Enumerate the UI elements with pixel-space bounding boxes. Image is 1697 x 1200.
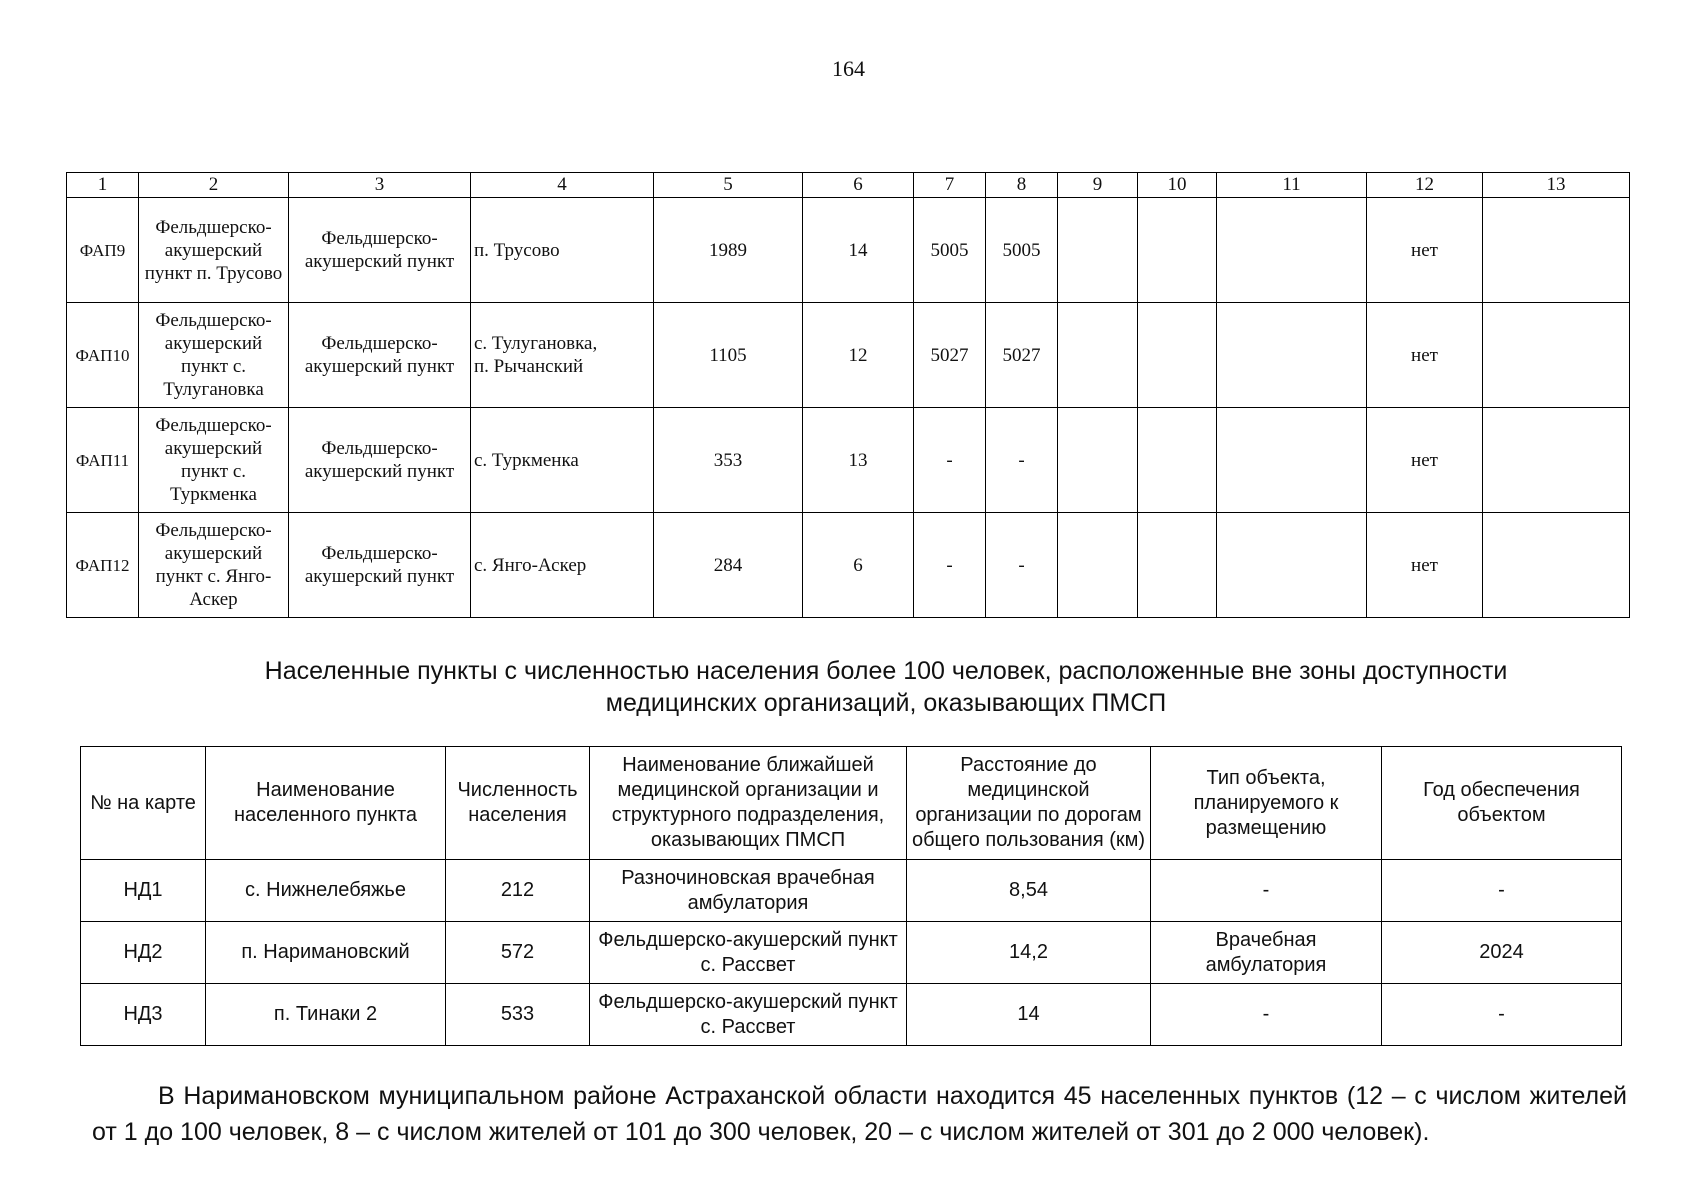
cell-distance: 8,54 xyxy=(907,860,1151,922)
section-title-line: Населенные пункты с численностью населения более 100 человек, расположенные вне зоны доступности xyxy=(264,657,1508,685)
page-number: 164 xyxy=(832,56,865,81)
cell-value: нет xyxy=(1367,303,1483,408)
column-header: Наименование населенного пункта xyxy=(206,747,446,860)
cell-empty xyxy=(1483,408,1630,513)
cell-population: 572 xyxy=(446,922,590,984)
cell-map-number: НД1 xyxy=(81,860,206,922)
column-header: 5 xyxy=(654,173,803,198)
cell-code: ФАП9 xyxy=(67,198,139,303)
cell-code: ФАП11 xyxy=(67,408,139,513)
cell-empty xyxy=(1138,198,1217,303)
cell-value: - xyxy=(914,408,986,513)
cell-value: нет xyxy=(1367,408,1483,513)
cell-population: 533 xyxy=(446,984,590,1046)
table-row xyxy=(67,408,1630,513)
cell-value: - xyxy=(986,513,1058,618)
cell-empty xyxy=(1138,303,1217,408)
cell-code: ФАП12 xyxy=(67,513,139,618)
table-header-row xyxy=(81,747,1622,860)
cell-value: нет xyxy=(1367,198,1483,303)
cell-year: 2024 xyxy=(1382,922,1622,984)
column-header: 11 xyxy=(1217,173,1367,198)
column-header: 10 xyxy=(1138,173,1217,198)
section-title-line: медицинских организаций, оказывающих ПМСП xyxy=(605,689,1167,717)
table-row xyxy=(67,513,1630,618)
cell-value: 5005 xyxy=(914,198,986,303)
cell-empty xyxy=(1058,408,1138,513)
cell-value: 5027 xyxy=(914,303,986,408)
cell-settlement: п. Тинаки 2 xyxy=(206,984,446,1046)
column-header: 12 xyxy=(1367,173,1483,198)
column-header: Численность населения xyxy=(446,747,590,860)
cell-type: Фельдшерско-акушерский пункт xyxy=(289,303,471,408)
cell-address xyxy=(471,303,654,408)
section-title xyxy=(66,655,1697,719)
address-line: с. Янго-Аскер xyxy=(474,554,587,576)
cell-object-type: - xyxy=(1151,860,1382,922)
cell-empty xyxy=(1217,513,1367,618)
column-header: 13 xyxy=(1483,173,1630,198)
cell-value: 13 xyxy=(803,408,914,513)
cell-settlement: п. Наримановский xyxy=(206,922,446,984)
cell-value: 1105 xyxy=(654,303,803,408)
cell-address xyxy=(471,513,654,618)
cell-year: - xyxy=(1382,860,1622,922)
cell-distance: 14,2 xyxy=(907,922,1151,984)
cell-empty xyxy=(1217,198,1367,303)
column-header: 3 xyxy=(289,173,471,198)
cell-name: Фельдшерско-акушерский пункт п. Трусово xyxy=(139,198,289,303)
cell-organization: Фельдшерско-акушерский пункт с. Рассвет xyxy=(590,984,907,1046)
cell-empty xyxy=(1058,303,1138,408)
cell-population: 212 xyxy=(446,860,590,922)
column-header: 2 xyxy=(139,173,289,198)
column-header: 4 xyxy=(471,173,654,198)
cell-empty xyxy=(1483,198,1630,303)
cell-map-number: НД3 xyxy=(81,984,206,1046)
address-line: п. Рычанский xyxy=(474,356,584,377)
cell-value: 14 xyxy=(803,198,914,303)
address-line: с. Тулугановка, xyxy=(474,333,598,354)
table-row xyxy=(67,198,1630,303)
column-header: 7 xyxy=(914,173,986,198)
cell-type: Фельдшерско-акушерский пункт xyxy=(289,513,471,618)
cell-code: ФАП10 xyxy=(67,303,139,408)
table-row xyxy=(81,860,1622,922)
table-row xyxy=(81,922,1622,984)
column-header: 1 xyxy=(67,173,139,198)
column-header: № на карте xyxy=(81,747,206,860)
cell-type: Фельдшерско-акушерский пункт xyxy=(289,408,471,513)
cell-empty xyxy=(1217,408,1367,513)
column-header: Расстояние до медицинской организации по дорогам общего пользования (км) xyxy=(907,747,1151,860)
cell-distance: 14 xyxy=(907,984,1151,1046)
cell-value: 5027 xyxy=(986,303,1058,408)
cell-empty xyxy=(1217,303,1367,408)
facilities-table xyxy=(66,172,1630,618)
cell-empty xyxy=(1058,198,1138,303)
cell-address xyxy=(471,408,654,513)
cell-empty xyxy=(1483,303,1630,408)
cell-value: - xyxy=(914,513,986,618)
table-row xyxy=(81,984,1622,1046)
cell-object-type: - xyxy=(1151,984,1382,1046)
cell-value: нет xyxy=(1367,513,1483,618)
column-header: 6 xyxy=(803,173,914,198)
cell-type: Фельдшерско-акушерский пункт xyxy=(289,198,471,303)
cell-name: Фельдшерско-акушерский пункт с. Тулугановка xyxy=(139,303,289,408)
cell-settlement: с. Нижнелебяжье xyxy=(206,860,446,922)
cell-value: 12 xyxy=(803,303,914,408)
cell-empty xyxy=(1058,513,1138,618)
cell-year: - xyxy=(1382,984,1622,1046)
cell-name: Фельдшерско-акушерский пункт с. Янго-Аскер xyxy=(139,513,289,618)
column-header: 8 xyxy=(986,173,1058,198)
cell-empty xyxy=(1138,513,1217,618)
body-paragraph: В Наримановском муниципальном районе Астраханской области находится 45 населенных пунктов (12 – с числом жителей от 1 до 100 человек, 8 – с числом жителей от 101 до 300 человек, 20 – с числом жителей от 301 до 2 000 человек). xyxy=(92,1082,1627,1146)
settlements-table xyxy=(80,746,1622,1046)
cell-value: 284 xyxy=(654,513,803,618)
cell-value: 1989 xyxy=(654,198,803,303)
table-header-row xyxy=(67,173,1630,198)
column-header: Наименование ближайшей медицинской организации и структурного подразделения, оказывающих ПМСП xyxy=(590,747,907,860)
table-row xyxy=(67,303,1630,408)
column-header: Тип объекта, планируемого к размещению xyxy=(1151,747,1382,860)
column-header: 9 xyxy=(1058,173,1138,198)
cell-name: Фельдшерско-акушерский пункт с. Туркменка xyxy=(139,408,289,513)
cell-organization: Разночиновская врачебная амбулатория xyxy=(590,860,907,922)
cell-value: - xyxy=(986,408,1058,513)
cell-empty xyxy=(1483,513,1630,618)
cell-value: 6 xyxy=(803,513,914,618)
cell-object-type: Врачебная амбулатория xyxy=(1151,922,1382,984)
cell-address xyxy=(471,198,654,303)
column-header: Год обеспечения объектом xyxy=(1382,747,1622,860)
address-line: с. Туркменка xyxy=(474,449,579,471)
address-line: п. Трусово xyxy=(474,239,560,261)
cell-map-number: НД2 xyxy=(81,922,206,984)
cell-organization: Фельдшерско-акушерский пункт с. Рассвет xyxy=(590,922,907,984)
cell-value: 353 xyxy=(654,408,803,513)
cell-empty xyxy=(1138,408,1217,513)
cell-value: 5005 xyxy=(986,198,1058,303)
